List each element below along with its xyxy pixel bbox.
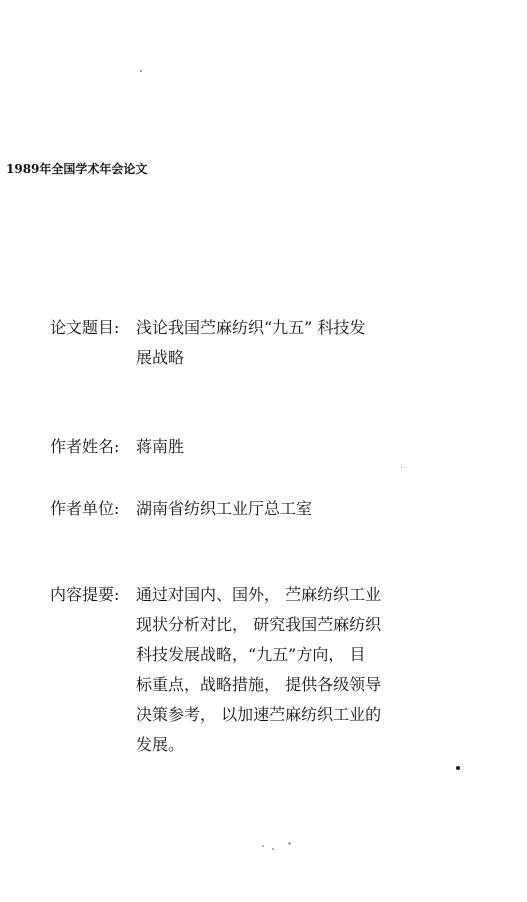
- paper-title-line: 展战略: [136, 348, 185, 367]
- abstract-line: 现状分析对比， 研究我国苎麻纺织: [136, 615, 382, 634]
- author-unit-label: 作者单位:: [50, 499, 120, 518]
- author-name-label: 作者姓名:: [50, 437, 120, 456]
- abstract-label: 内容提要:: [50, 585, 120, 604]
- abstract-line: 决策参考， 以加速苎麻纺织工业的: [136, 705, 382, 724]
- scan-speck: [272, 848, 274, 850]
- abstract-value: [136, 580, 436, 760]
- author-name-value: 蒋南胜: [136, 437, 185, 456]
- paper-title-line: 浅论我国苎麻纺织“九五” 科技发: [136, 318, 366, 337]
- scan-speck: [262, 845, 264, 847]
- author-unit-value: 湖南省纺织工业厅总工室: [136, 499, 313, 518]
- conference-header: 1989年全国学术年会论文: [6, 162, 148, 176]
- scan-speck: [288, 842, 291, 845]
- abstract-line: 标重点，战略措施， 提供各级领导: [136, 675, 382, 694]
- paper-title-value: [136, 313, 436, 373]
- scan-speck: [140, 70, 142, 72]
- scan-speck: [401, 466, 402, 468]
- abstract-line: 科技发展战略，“九五”方向， 目: [136, 645, 366, 664]
- abstract-line: 通过对国内、国外， 苎麻纺织工业: [136, 585, 382, 604]
- scan-speck: [456, 766, 460, 770]
- paper-title-label: 论文题目:: [50, 318, 120, 337]
- abstract-line: 发展。: [136, 735, 185, 754]
